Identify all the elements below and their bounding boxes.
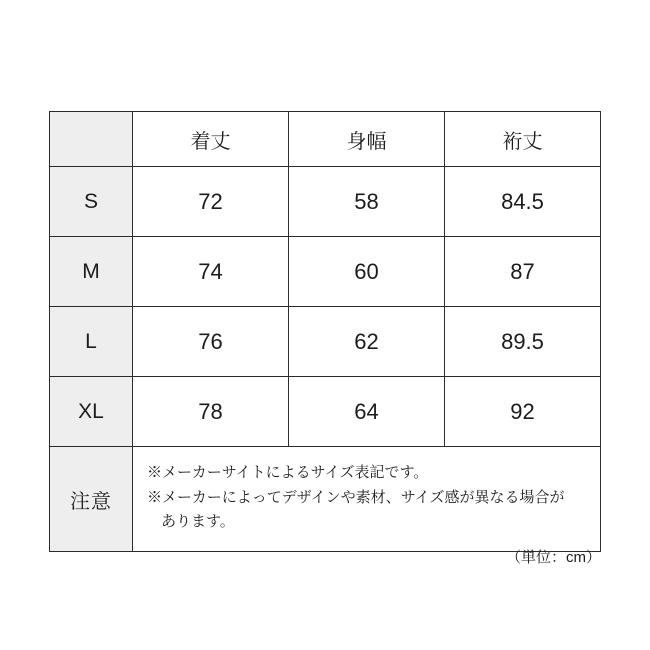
table-row: [50, 307, 601, 377]
cell-sleeve: 89.5: [445, 307, 601, 377]
table-header: [50, 112, 601, 167]
table-row: [50, 237, 601, 307]
cell-width: 58: [289, 167, 445, 237]
cell-width: 60: [289, 237, 445, 307]
cell-length: 76: [133, 307, 289, 377]
cell-length: 78: [133, 377, 289, 447]
row-size-label: S: [50, 167, 133, 237]
note-body: [133, 447, 601, 552]
cell-sleeve: 87: [445, 237, 601, 307]
column-header-length: 着丈: [133, 112, 289, 167]
size-table: [49, 111, 601, 552]
table-row: [50, 377, 601, 447]
cell-sleeve: 84.5: [445, 167, 601, 237]
table-header-row: [50, 112, 601, 167]
note-row: [50, 447, 601, 552]
cell-length: 74: [133, 237, 289, 307]
row-size-label: XL: [50, 377, 133, 447]
table-body: [50, 167, 601, 552]
cell-width: 64: [289, 377, 445, 447]
column-header-size: [50, 112, 133, 167]
size-table-container: [49, 111, 601, 552]
row-size-label: M: [50, 237, 133, 307]
unit-note: （単位：cm）: [506, 549, 601, 566]
note-line-1: ※メーカーサイトによるサイズ表記です。: [147, 463, 429, 481]
note-line-2: ※メーカーによってデザインや素材、サイズ感が異なる場合が: [147, 488, 565, 506]
row-size-label: L: [50, 307, 133, 377]
note-label: 注意: [50, 447, 133, 552]
cell-length: 72: [133, 167, 289, 237]
column-header-sleeve: 裄丈: [445, 112, 601, 167]
column-header-width: 身幅: [289, 112, 445, 167]
cell-sleeve: 92: [445, 377, 601, 447]
cell-width: 62: [289, 307, 445, 377]
note-line-3: あります。: [161, 513, 235, 531]
table-row: [50, 167, 601, 237]
